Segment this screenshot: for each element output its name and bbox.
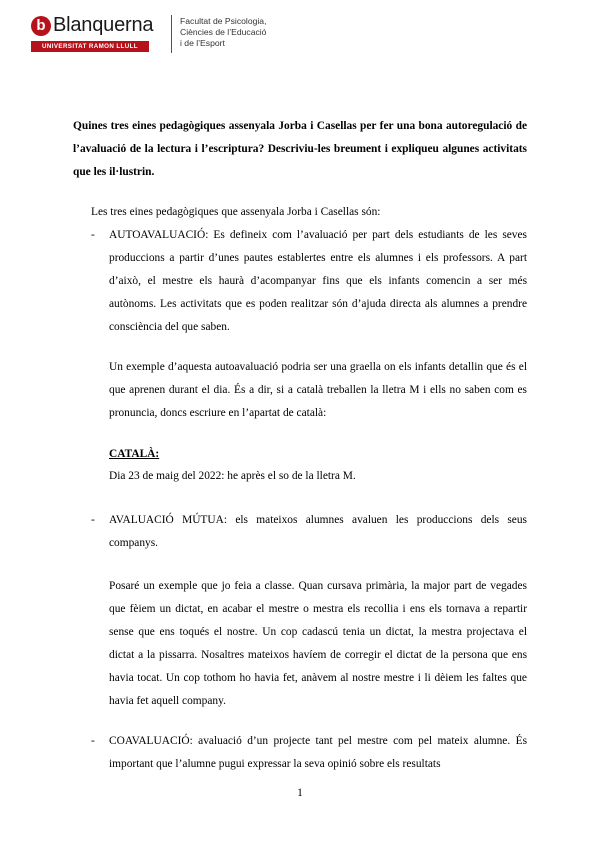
- blanquerna-logo-icon: b: [31, 16, 51, 36]
- page-number: 1: [297, 787, 303, 799]
- faculty-line-2: Ciències de l’Educació: [180, 27, 267, 37]
- faculty-line-1: Facultat de Psicologia,: [180, 16, 267, 26]
- list-dash-3: -: [91, 735, 95, 747]
- faculty-line-3: i de l’Esport: [180, 38, 225, 48]
- header-divider: [171, 15, 172, 53]
- intro-paragraph: Les tres eines pedagògiques que assenyala Jorba i Casellas són:: [91, 206, 381, 218]
- catala-heading: CATALÀ:: [109, 448, 160, 460]
- faculty-name: [180, 16, 266, 49]
- avaluacio-mutua-example: Posaré un exemple que jo feia a classe. Quan cursava primària, la major part de vegades que fèiem un dictat, en acabar el mestre o mestra els recollia i ens els tornava a repartir sense que ens toqués el nostre. Un cop cadascú tenia un dictat, la mestra projectava el dictat a la pissarra. Nosaltres mateixos havíem de corregir el dictat de la persona que ens havia tocat. Un cop tothom ho havia fet, anàvem al nostre mestre i li dèiem les faltes que havia fet aquell company.: [109, 580, 527, 707]
- brand-name: Blanquerna: [53, 14, 154, 36]
- catala-line: Dia 23 de maig del 2022: he après el so de la lletra M.: [109, 470, 356, 482]
- avaluacio-mutua-paragraph: AVALUACIÓ MÚTUA: els mateixos alumnes avaluen les produccions dels seus companys.: [109, 514, 527, 549]
- list-dash-1: -: [91, 229, 95, 241]
- coavaluacio-paragraph: COAVALUACIÓ: avaluació d’un projecte tant pel mestre com pel mateix alumne. És important que l’alumne pugui expressar la seva opinió sobre els resultats: [109, 735, 527, 770]
- question-heading: Quines tres eines pedagògiques assenyala Jorba i Casellas per fer una bona autoregulació de l’avaluació de la lectura i l’escriptura? Descriviu-les breument i expliqueu algunes activitats que les il·lustrin.: [73, 120, 527, 178]
- autoavaluacio-paragraph: AUTOAVALUACIÓ: Es defineix com l’avaluació per part dels estudiants de les seves produccions a partir d’unes pautes establertes entre els alumnes i els professors. A part d’això, el mestre els haurà d’acompanyar fins que els infants comencin a ser més autònoms. Les activitats que es poden realitzar són d’ajuda directa als alumnes a prendre consciència del que saben.: [109, 229, 527, 333]
- header: [31, 14, 291, 58]
- list-dash-2: -: [91, 514, 95, 526]
- university-label: UNIVERSITAT RAMON LLULL: [31, 41, 149, 52]
- autoavaluacio-example: Un exemple d’aquesta autoavaluació podria ser una graella on els infants detallin que és el que aprenen durant el dia. És a dir, si a català treballen la lletra M i ells no saben com es pronuncia, doncs escriure en l’apartat de català:: [109, 361, 527, 419]
